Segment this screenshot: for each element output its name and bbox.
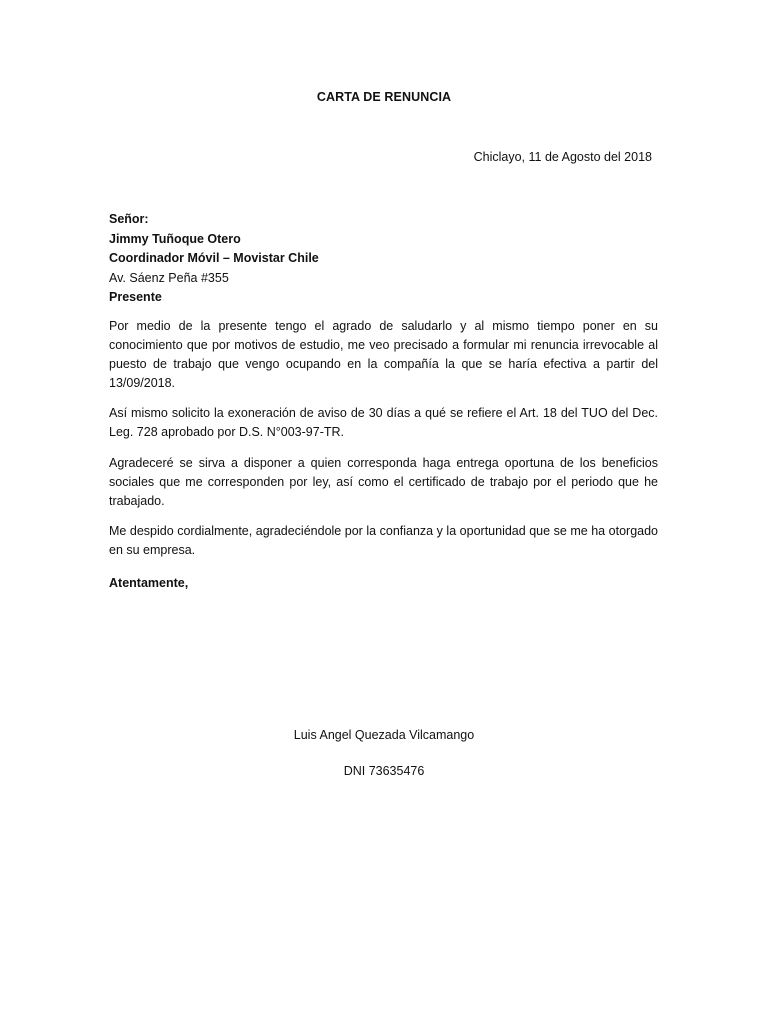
paragraph-resignation: Por medio de la presente tengo el agrado de saludarlo y al mismo tiempo poner en su conocimiento que por motivos de estudio, me veo precisado a formular mi renuncia irrevocable al puesto de trabajo que vengo ocupando en la compañía la que se haría efectiva a partir del 13/09/2018.: [109, 319, 658, 390]
paragraph-benefits: Agradeceré se sirva a disponer a quien corresponda haga entrega oportuna de los beneficios sociales que me corresponden por ley, así como el certificado de trabajo por el periodo que he trabajado.: [109, 456, 658, 508]
recipient-address: Av. Sáenz Peña #355: [109, 270, 229, 285]
letter-title: CARTA DE RENUNCIA: [316, 90, 452, 104]
recipient-presente: Presente: [109, 290, 162, 304]
closing: Atentamente,: [109, 576, 189, 590]
paragraph-farewell: Me despido cordialmente, agradeciéndole por la confianza y la oportunidad que se me ha otorgado en su empresa.: [109, 524, 658, 557]
place-date: Chiclayo, 11 de Agosto del 2018: [473, 150, 652, 164]
recipient-block: [109, 210, 659, 308]
signature-id: DNI 73635476: [343, 764, 425, 778]
paragraph-exoneration: Así mismo solicito la exoneración de aviso de 30 días a qué se refiere el Art. 18 del TUO del Dec. Leg. 728 aprobado por D.S. N°003-97-TR.: [109, 406, 658, 439]
signature-name: Luis Angel Quezada Vilcamango: [293, 728, 475, 742]
recipient-position: Coordinador Móvil – Movistar Chile: [109, 251, 319, 265]
salutation: Señor:: [109, 212, 149, 226]
recipient-name: Jimmy Tuñoque Otero: [109, 231, 241, 246]
